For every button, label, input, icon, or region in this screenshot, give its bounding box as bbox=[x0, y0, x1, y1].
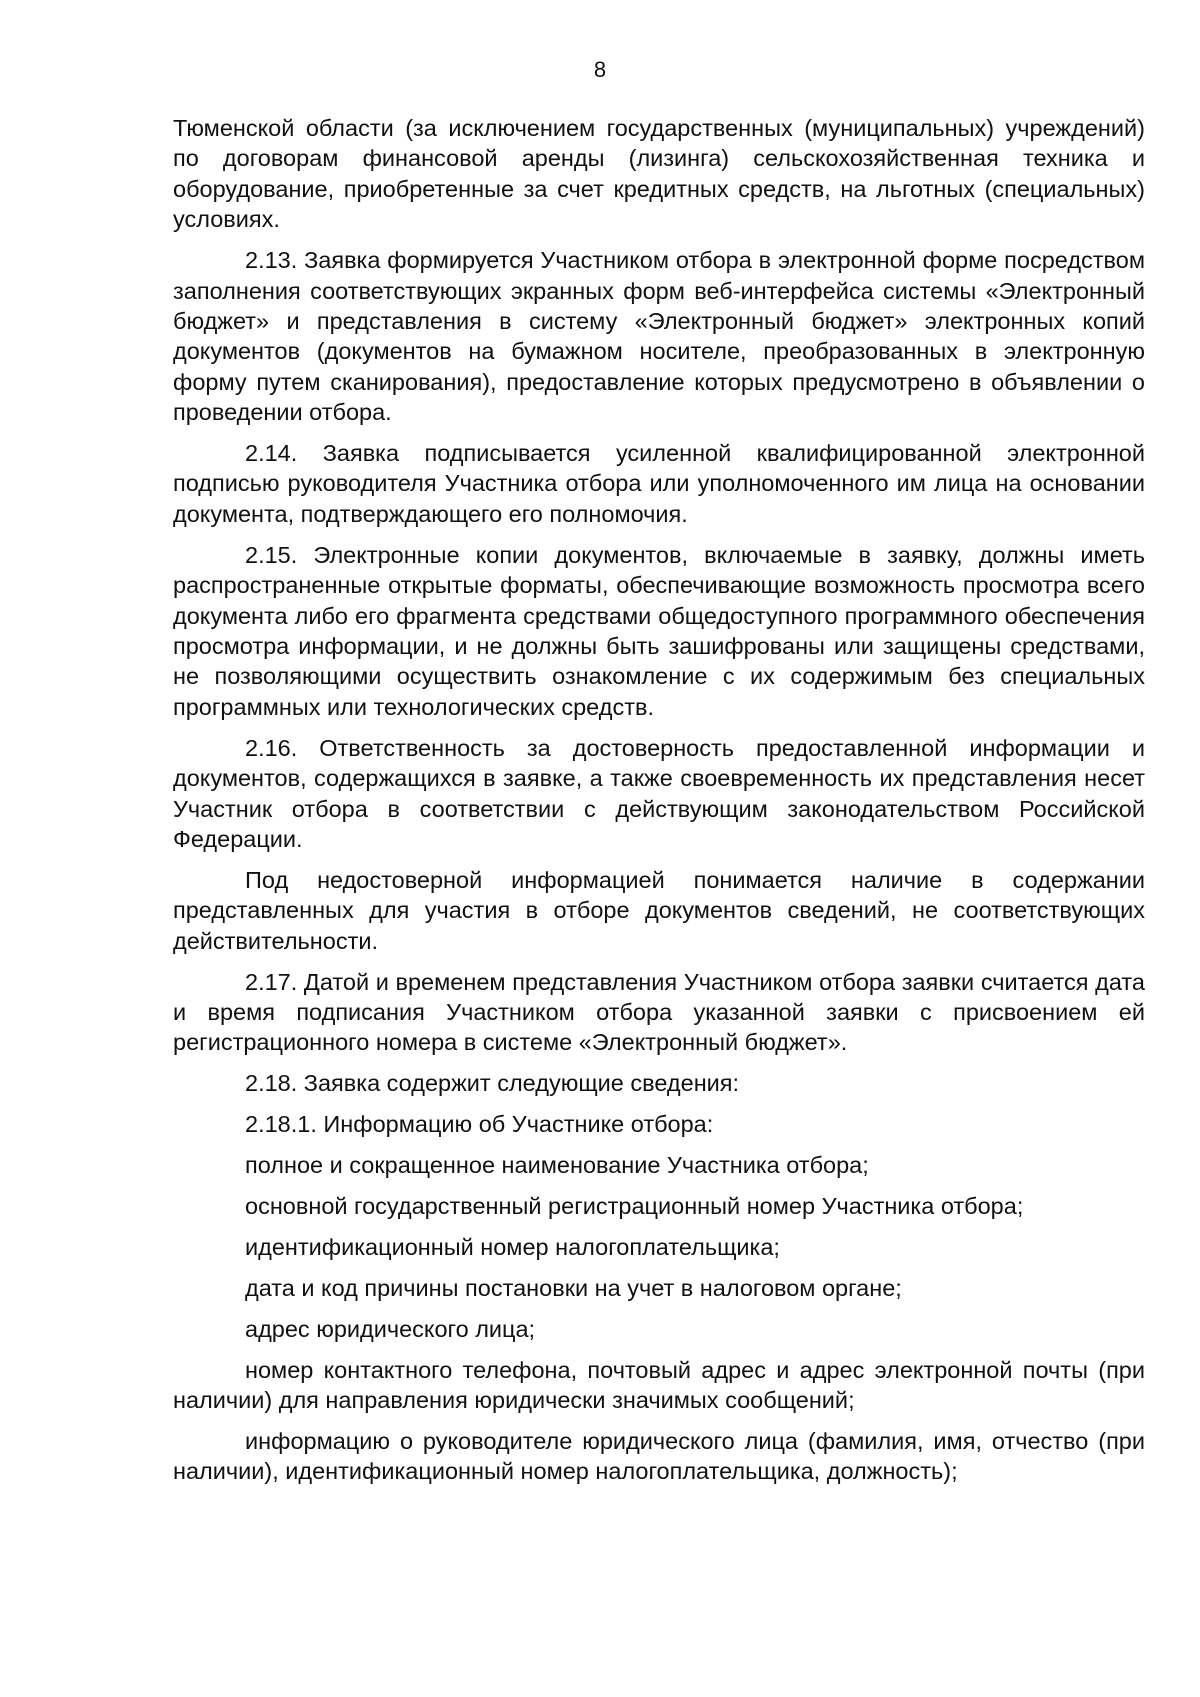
document-body bbox=[173, 113, 1145, 1497]
paragraph-2-13: 2.13. Заявка формируется Участником отбора в электронной форме посредством заполнения соответствующих экранных форм веб-интерфейса системы «Электронный бюджет» и представления в систему «Электронный бюджет» электронных копий документов (документов на бумажном носителе, преобразованных в электронную форму путем сканирования), предоставление которых предусмотрено в объявлении о проведении отбора. bbox=[173, 247, 1145, 426]
page-number: 8 bbox=[593, 57, 607, 82]
list-item-name: полное и сокращенное наименование Участника отбора; bbox=[245, 1152, 869, 1179]
list-item-address: адрес юридического лица; bbox=[245, 1315, 536, 1342]
list-item-tax-registration: дата и код причины постановки на учет в налоговом органе; bbox=[245, 1274, 902, 1301]
paragraph-2-16: 2.16. Ответственность за достоверность предоставленной информации и документов, содержащихся в заявке, а также своевременность их представления несет Участник отбора в соответствии с действующим законодательством Российской Федерации. bbox=[173, 734, 1145, 852]
list-item-ogrn: основной государственный регистрационный номер Участника отбора; bbox=[245, 1193, 1024, 1219]
paragraph-2-17: 2.17. Датой и временем представления Участником отбора заявки считается дата и время подписания Участником отбора указанной заявки с присвоением ей регистрационного номера в системе «Электронный бюджет». bbox=[173, 968, 1145, 1056]
paragraph-continuation: Тюменской области (за исключением государственных (муниципальных) учреждений) по договорам финансовой аренды (лизинга) сельскохозяйственная техника и оборудование, приобретенные за счет кредитных средств, на льготных (специальных) условиях. bbox=[173, 115, 1145, 233]
paragraph-2-15: 2.15. Электронные копии документов, включаемые в заявку, должны иметь распространенные открытые форматы, обеспечивающие возможность просмотра всего документа либо его фрагмента средствами общедоступного программного обеспечения просмотра информации, и не должны быть зашифрованы или защищены средствами, не позволяющими осуществить ознакомление с их содержимым без специальных программных или технологических средств. bbox=[173, 541, 1145, 720]
paragraph-unreliable-info: Под недостоверной информацией понимается наличие в содержании представленных для участия в отборе документов сведений, не соответствующих действительности. bbox=[173, 866, 1145, 954]
list-item-contacts: номер контактного телефона, почтовый адрес и адрес электронной почты (при наличии) для направления юридически значимых сообщений; bbox=[173, 1356, 1145, 1414]
paragraph-2-18-1: 2.18.1. Информацию об Участнике отбора: bbox=[245, 1111, 714, 1138]
list-item-inn: идентификационный номер налогоплательщика; bbox=[245, 1233, 780, 1260]
list-item-head-info: информацию о руководителе юридического лица (фамилия, имя, отчество (при наличии), идентификационный номер налогоплательщика, должность); bbox=[173, 1427, 1145, 1485]
paragraph-2-18: 2.18. Заявка содержит следующие сведения: bbox=[245, 1070, 740, 1097]
paragraph-2-14: 2.14. Заявка подписывается усиленной квалифицированной электронной подписью руководителя Участника отбора или уполномоченного им лица на основании документа, подтверждающего его полномочия. bbox=[173, 440, 1145, 527]
